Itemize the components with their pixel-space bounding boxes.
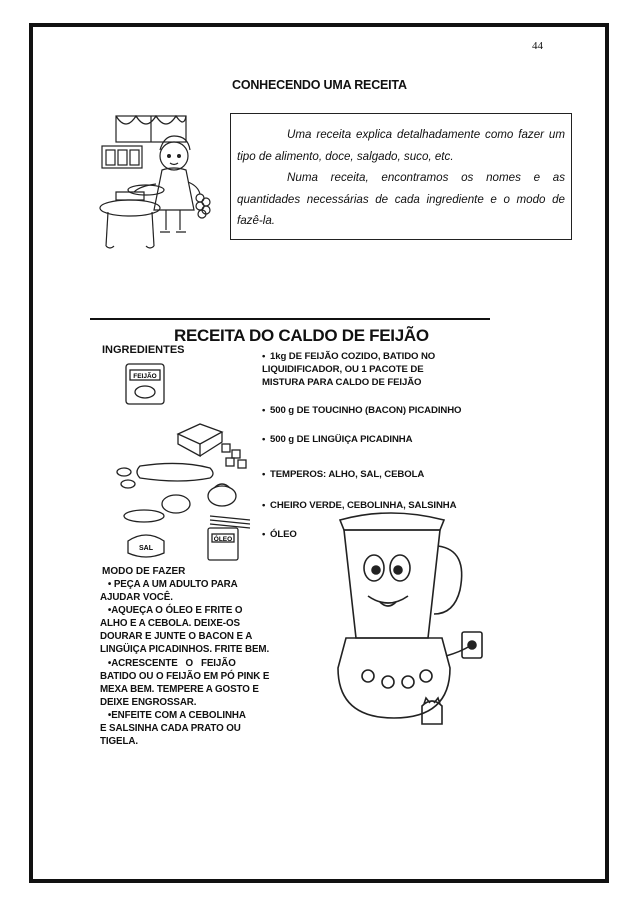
ingredient-item: • CHEIRO VERDE, CEBOLINHA, SALSINHA: [262, 500, 457, 511]
ingredients-illustration: [110, 356, 260, 561]
ingredient-item: • ÓLEO: [262, 529, 297, 540]
kitchen-cook-illustration: [96, 112, 220, 252]
intro-paragraph-1: Uma receita explica detalhadamente como fazer um tipo de alimento, doce, salgado, suco, etc.: [237, 128, 565, 163]
recipe-top-rule: [90, 318, 490, 320]
blender-illustration: [312, 506, 490, 732]
salt-package-label: SAL: [139, 545, 153, 552]
ingredients-heading: INGREDIENTES: [102, 344, 185, 356]
section-title: CONHECENDO UMA RECEITA: [232, 78, 407, 92]
intro-text-box: [230, 113, 572, 240]
intro-paragraph-2: Numa receita, encontramos os nomes e as quantidades necessárias de cada ingrediente e o modo de fazê-la.: [237, 171, 565, 227]
ingredient-item: • TEMPEROS: ALHO, SAL, CEBOLA: [262, 469, 425, 480]
recipe-card: [90, 316, 490, 748]
ingredient-item: • 500 g DE LINGÜIÇA PICADINHA: [262, 434, 413, 445]
method-heading: MODO DE FAZER: [102, 566, 186, 577]
bean-package-label: FEIJÃO: [133, 373, 157, 380]
recipe-title: RECEITA DO CALDO DE FEIJÃO: [174, 326, 429, 345]
page-number: 44: [532, 40, 543, 52]
ingredient-item: • 500 g DE TOUCINHO (BACON) PICADINHO: [262, 405, 462, 416]
oil-can-label: ÓLEO: [213, 536, 233, 543]
ingredient-item: • 1kg DE FEIJÃO COZIDO, BATIDO NO LIQUIDIFICADOR, OU 1 PACOTE DE MISTURA PARA CALDO DE FEIJÃO: [262, 351, 436, 388]
method-text: • PEÇA A UM ADULTO PARA AJUDAR VOCÊ. •AQUEÇA O ÓLEO E FRITE O ALHO E A CEBOLA. DEIXE-OS DOURAR E JUNTE O BACON E A LINGÜIÇA PICADINHOS. FRITE BEM. •ACRESCENTE O FEIJÃO BATIDO OU O FEIJÃO EM PÓ PINK E MEXA BEM. TEMPERE A GOSTO E DEIXE ENGROSSAR. •ENFEITE COM A CEBOLINHA E SALSINHA CADA PRATO OU TIGELA.: [100, 579, 270, 748]
